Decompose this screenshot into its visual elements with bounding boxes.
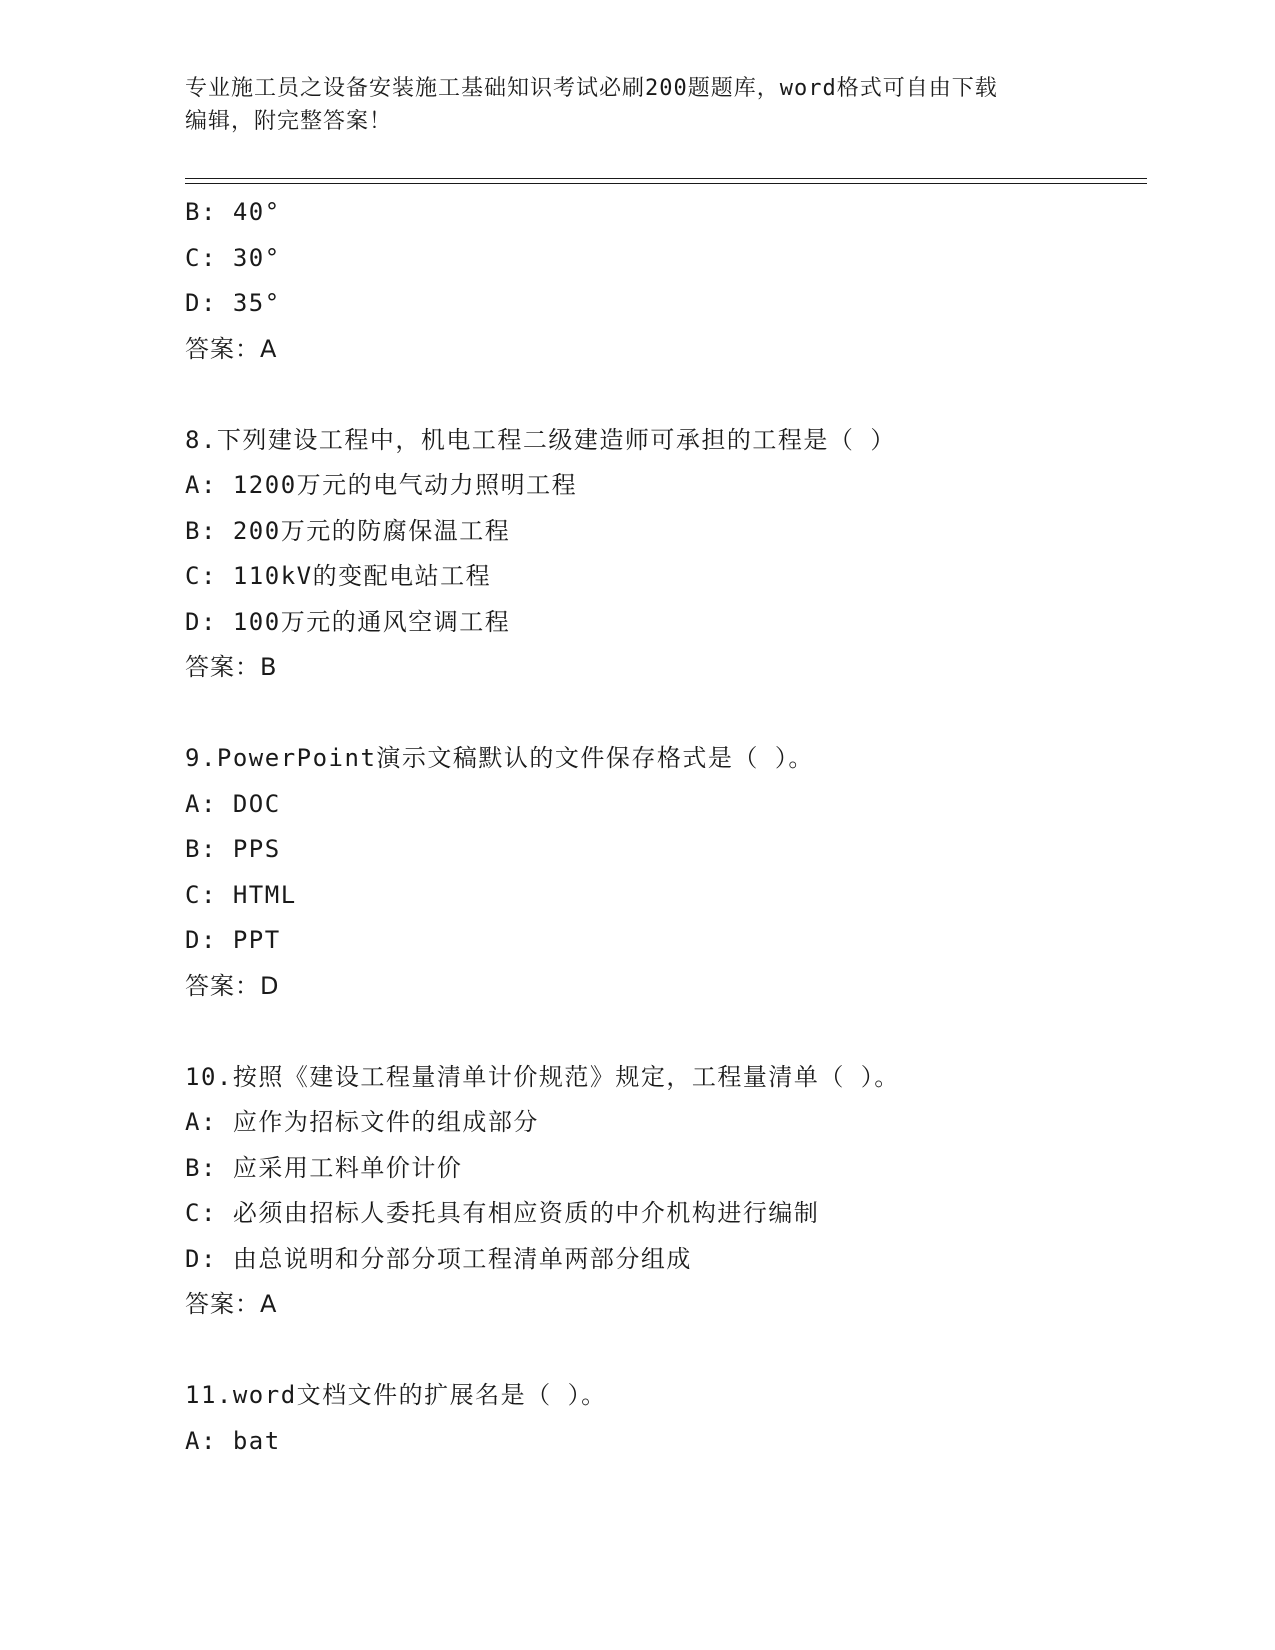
option-a: A: DOC — [185, 789, 281, 818]
option-c: C: 30° — [185, 243, 281, 272]
header-divider-bottom — [185, 183, 1147, 184]
question-7-continued — [185, 190, 1145, 372]
option-a: A: bat — [185, 1426, 281, 1455]
option-b: B: 200万元的防腐保温工程 — [185, 516, 511, 545]
option-c: C: 110kV的变配电站工程 — [185, 562, 492, 590]
document-header — [185, 72, 1085, 138]
header-title-line-1: 专业施工员之设备安装施工基础知识考试必刷200题题库，word格式可自由下载 — [185, 76, 998, 101]
question-title: 11.word文档文件的扩展名是（ ）。 — [185, 1381, 607, 1409]
question-title: 8.下列建设工程中，机电工程二级建造师可承担的工程是（ ） — [185, 425, 896, 454]
question-list — [185, 190, 1145, 1464]
answer-line: 答案：A — [185, 334, 278, 363]
spacer — [185, 1009, 1145, 1055]
question-10 — [185, 1055, 1145, 1328]
option-d: D: 35° — [185, 289, 281, 317]
spacer — [185, 372, 1145, 418]
header-title-line-2: 编辑，附完整答案！ — [185, 109, 393, 134]
answer-line: 答案：A — [185, 1290, 278, 1318]
answer-line: 答案：D — [185, 971, 280, 1000]
option-d: D: 100万元的通风空调工程 — [185, 607, 511, 636]
question-11 — [185, 1373, 1145, 1464]
option-a: A: 应作为招标文件的组成部分 — [185, 1108, 539, 1136]
option-b: B: 40° — [185, 198, 281, 226]
spacer — [185, 1328, 1145, 1374]
option-b: B: PPS — [185, 835, 281, 863]
question-title: 10.按照《建设工程量清单计价规范》规定，工程量清单（ ）。 — [185, 1062, 900, 1091]
option-d: D: PPT — [185, 926, 281, 954]
header-divider-top — [185, 178, 1147, 179]
option-c: C: 必须由招标人委托具有相应资质的中介机构进行编制 — [185, 1199, 820, 1227]
option-a: A: 1200万元的电气动力照明工程 — [185, 471, 578, 499]
option-d: D: 由总说明和分部分项工程清单两部分组成 — [185, 1244, 692, 1273]
spacer — [185, 691, 1145, 737]
question-9 — [185, 736, 1145, 1009]
answer-line: 答案：B — [185, 653, 278, 681]
option-b: B: 应采用工料单价计价 — [185, 1153, 463, 1182]
question-title: 9.PowerPoint演示文稿默认的文件保存格式是（ ）。 — [185, 744, 814, 772]
question-8 — [185, 418, 1145, 691]
option-c: C: HTML — [185, 880, 297, 909]
